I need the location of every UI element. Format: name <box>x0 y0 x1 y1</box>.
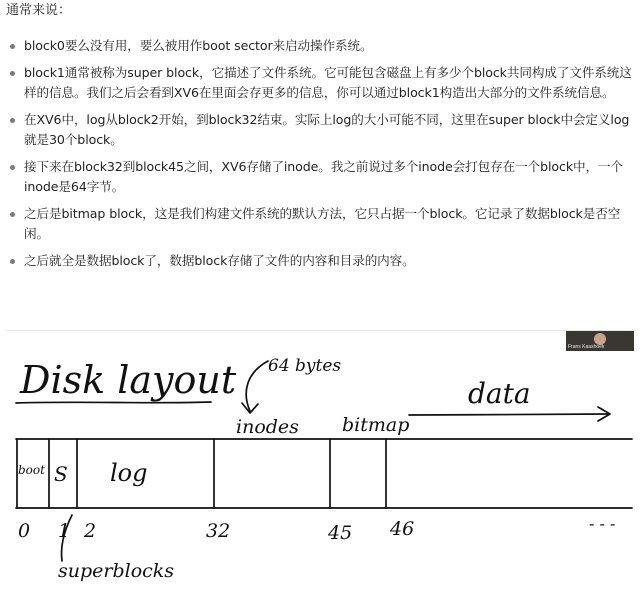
bullet-text: 之后是bitmap block，这是我们构建文件系统的默认方法，它只占据一个block。它记录了数据block是否空闲。 <box>24 206 621 241</box>
label-inodes: inodes <box>236 416 299 438</box>
data-arrow <box>409 414 609 415</box>
tick-45: 45 <box>328 522 353 544</box>
diagram-title: Disk layout <box>20 358 237 402</box>
annotation-arrow <box>246 361 268 411</box>
bullet-item-block0 <box>0 36 643 56</box>
tick-0: 0 <box>18 520 31 542</box>
bullet-item-block1 <box>0 63 643 103</box>
bullet-item-data <box>0 251 643 271</box>
label-boot: boot <box>18 463 45 477</box>
label-log: log <box>110 459 148 487</box>
tick-2: 2 <box>84 520 97 542</box>
bullet-text: block0要么没有用，要么被用作boot sector来启动操作系统。 <box>24 38 373 53</box>
disk-layout-diagram <box>6 330 636 593</box>
ellipsis: - - - <box>589 514 616 533</box>
bullet-item-log <box>0 110 643 150</box>
tick-32: 32 <box>206 520 231 542</box>
annotation-64-bytes: 64 bytes <box>268 356 342 376</box>
tick-46: 46 <box>390 518 415 540</box>
label-superblocks: superblocks <box>58 560 175 582</box>
bullet-dot-icon <box>10 165 15 170</box>
bullet-item-bitmap <box>0 204 643 244</box>
bullet-text: 之后就全是数据block了，数据block存储了文件的内容和目录的内容。 <box>24 253 415 268</box>
bullet-text: 在XV6中，log从block2开始，到block32结束。实际上log的大小可能不同，这里在super block中会定义log就是30个block。 <box>24 112 630 147</box>
bullet-dot-icon <box>10 118 15 123</box>
diagram-canvas <box>6 331 636 593</box>
bullet-text: 接下来在block32到block45之间，XV6存储了inode。我之前说过多个inode会打包存在一个block中，一个inode是64字节。 <box>24 159 624 194</box>
bullet-dot-icon <box>10 44 15 49</box>
label-super: S <box>54 462 68 486</box>
bullet-list <box>0 36 643 278</box>
bullet-item-inode <box>0 157 643 197</box>
label-bitmap: bitmap <box>342 414 410 436</box>
bullet-dot-icon <box>10 259 15 264</box>
intro-text: 通常来说： <box>6 3 72 18</box>
tick-1: 1 <box>58 520 71 542</box>
bullet-text: block1通常被称为super block，它描述了文件系统。它可能包含磁盘上有多少个block共同构成了文件系统这样的信息。我们之后会看到XV6在里面会存更多的信息，你可以通过block1构造出大部分的文件系统信息。 <box>24 65 632 100</box>
bullet-dot-icon <box>10 212 15 217</box>
title-underline <box>16 402 211 403</box>
presenter-video-thumbnail <box>566 331 634 351</box>
presenter-name: Frans Kaashoek <box>568 344 605 350</box>
bullet-dot-icon <box>10 71 15 76</box>
label-data: data <box>468 377 531 410</box>
